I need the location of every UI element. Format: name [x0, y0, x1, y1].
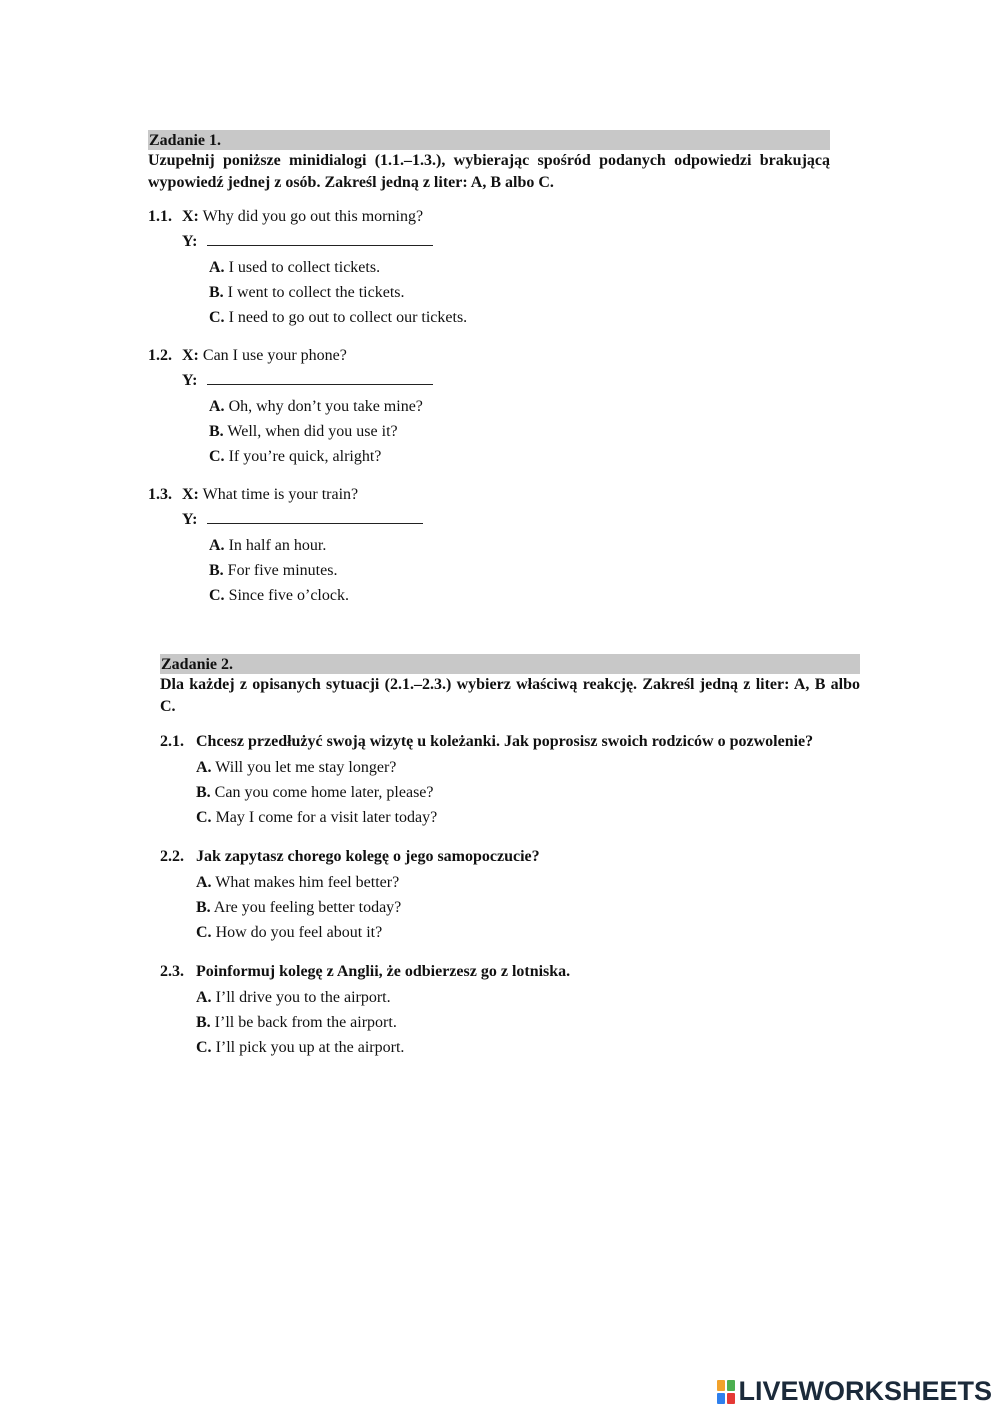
- option-c[interactable]: C. May I come for a visit later today?: [196, 809, 438, 826]
- option-b[interactable]: B. Can you come home later, please?: [196, 784, 434, 801]
- x-utterance: Why did you go out this morning?: [202, 208, 424, 225]
- speaker-x: X:: [182, 347, 199, 364]
- speaker-x: X:: [182, 208, 199, 225]
- watermark-text: LIVEWORKSHEETS: [738, 1376, 992, 1406]
- situation-text: 2.2. Jak zapytasz chorego kolegę o jego samopoczucie?: [160, 844, 860, 869]
- options-list: [148, 255, 830, 330]
- x-utterance: Can I use your phone?: [202, 347, 347, 364]
- speaker-y: Y:: [182, 372, 198, 389]
- dialog-y-line: [148, 507, 830, 532]
- option-c[interactable]: C. Since five o’clock.: [209, 587, 349, 604]
- question-number: 2.2.: [160, 848, 184, 865]
- option-a[interactable]: A. What makes him feel better?: [196, 874, 400, 891]
- liveworksheets-watermark: [717, 1376, 992, 1407]
- speaker-x: X:: [182, 486, 199, 503]
- option-c[interactable]: C. If you’re quick, alright?: [209, 448, 382, 465]
- option-a[interactable]: A. In half an hour.: [209, 537, 327, 554]
- answer-blank[interactable]: [207, 231, 433, 246]
- dialog-y-line: [148, 229, 830, 254]
- task-2-header: Zadanie 2.: [160, 654, 860, 674]
- question-1-2: [148, 343, 830, 469]
- options-list: [160, 870, 860, 945]
- speaker-y: Y:: [182, 233, 198, 250]
- option-a[interactable]: A. Oh, why don’t you take mine?: [209, 398, 423, 415]
- dialog-x-line: [148, 482, 830, 507]
- option-b[interactable]: B. I’ll be back from the airport.: [196, 1014, 397, 1031]
- speaker-y: Y:: [182, 511, 198, 528]
- dialog-y-line: [148, 368, 830, 393]
- dialog-x-line: [148, 343, 830, 368]
- question-number: 1.2.: [148, 347, 172, 364]
- option-a[interactable]: A. I used to collect tickets.: [209, 259, 381, 276]
- option-c[interactable]: C. How do you feel about it?: [196, 924, 383, 941]
- option-c[interactable]: C. I’ll pick you up at the airport.: [196, 1039, 405, 1056]
- options-list: [160, 755, 860, 830]
- task-2-instruction: Dla każdej z opisanych sytuacji (2.1.–2.3.) wybierz właściwą reakcję. Zakreśl jedną z liter: A, B albo C.: [160, 676, 860, 715]
- x-utterance: What time is your train?: [202, 486, 359, 503]
- option-b[interactable]: B. For five minutes.: [209, 562, 338, 579]
- task-1-instruction: Uzupełnij poniższe minidialogi (1.1.–1.3.), wybierając spośród podanych odpowiedzi brakującą wypowiedź jednej z osób. Zakreśl jedną z liter: A, B albo C.: [148, 152, 830, 191]
- dialog-x-line: [148, 204, 830, 229]
- task-1: [148, 130, 830, 608]
- question-2-2: [160, 844, 860, 945]
- question-number: 2.3.: [160, 963, 184, 980]
- liveworksheets-logo-icon: [717, 1380, 735, 1404]
- option-b[interactable]: B. I went to collect the tickets.: [209, 284, 405, 301]
- task-1-header: Zadanie 1.: [148, 130, 830, 150]
- question-number: 2.1.: [160, 733, 184, 750]
- option-b[interactable]: B. Are you feeling better today?: [196, 899, 402, 916]
- situation-text: 2.3. Poinformuj kolegę z Anglii, że odbierzesz go z lotniska.: [160, 959, 860, 984]
- options-list: [160, 985, 860, 1060]
- option-c[interactable]: C. I need to go out to collect our tickets.: [209, 309, 468, 326]
- situation-text: 2.1. Chcesz przedłużyć swoją wizytę u koleżanki. Jak poprosisz swoich rodziców o pozwolenie?: [160, 729, 860, 754]
- question-number: 1.3.: [148, 486, 172, 503]
- logo-cell: [717, 1393, 725, 1404]
- question-2-1: [160, 729, 860, 830]
- answer-blank[interactable]: [207, 509, 423, 524]
- answer-blank[interactable]: [207, 370, 433, 385]
- option-a[interactable]: A. I’ll drive you to the airport.: [196, 989, 391, 1006]
- options-list: [148, 533, 830, 608]
- question-2-3: [160, 959, 860, 1060]
- logo-cell: [717, 1380, 725, 1391]
- logo-cell: [727, 1380, 735, 1391]
- logo-cell: [727, 1393, 735, 1404]
- options-list: [148, 394, 830, 469]
- question-1-1: [148, 204, 830, 330]
- question-1-3: [148, 482, 830, 608]
- option-a[interactable]: A. Will you let me stay longer?: [196, 759, 397, 776]
- option-b[interactable]: B. Well, when did you use it?: [209, 423, 398, 440]
- question-number: 1.1.: [148, 208, 172, 225]
- task-2: [160, 654, 860, 1060]
